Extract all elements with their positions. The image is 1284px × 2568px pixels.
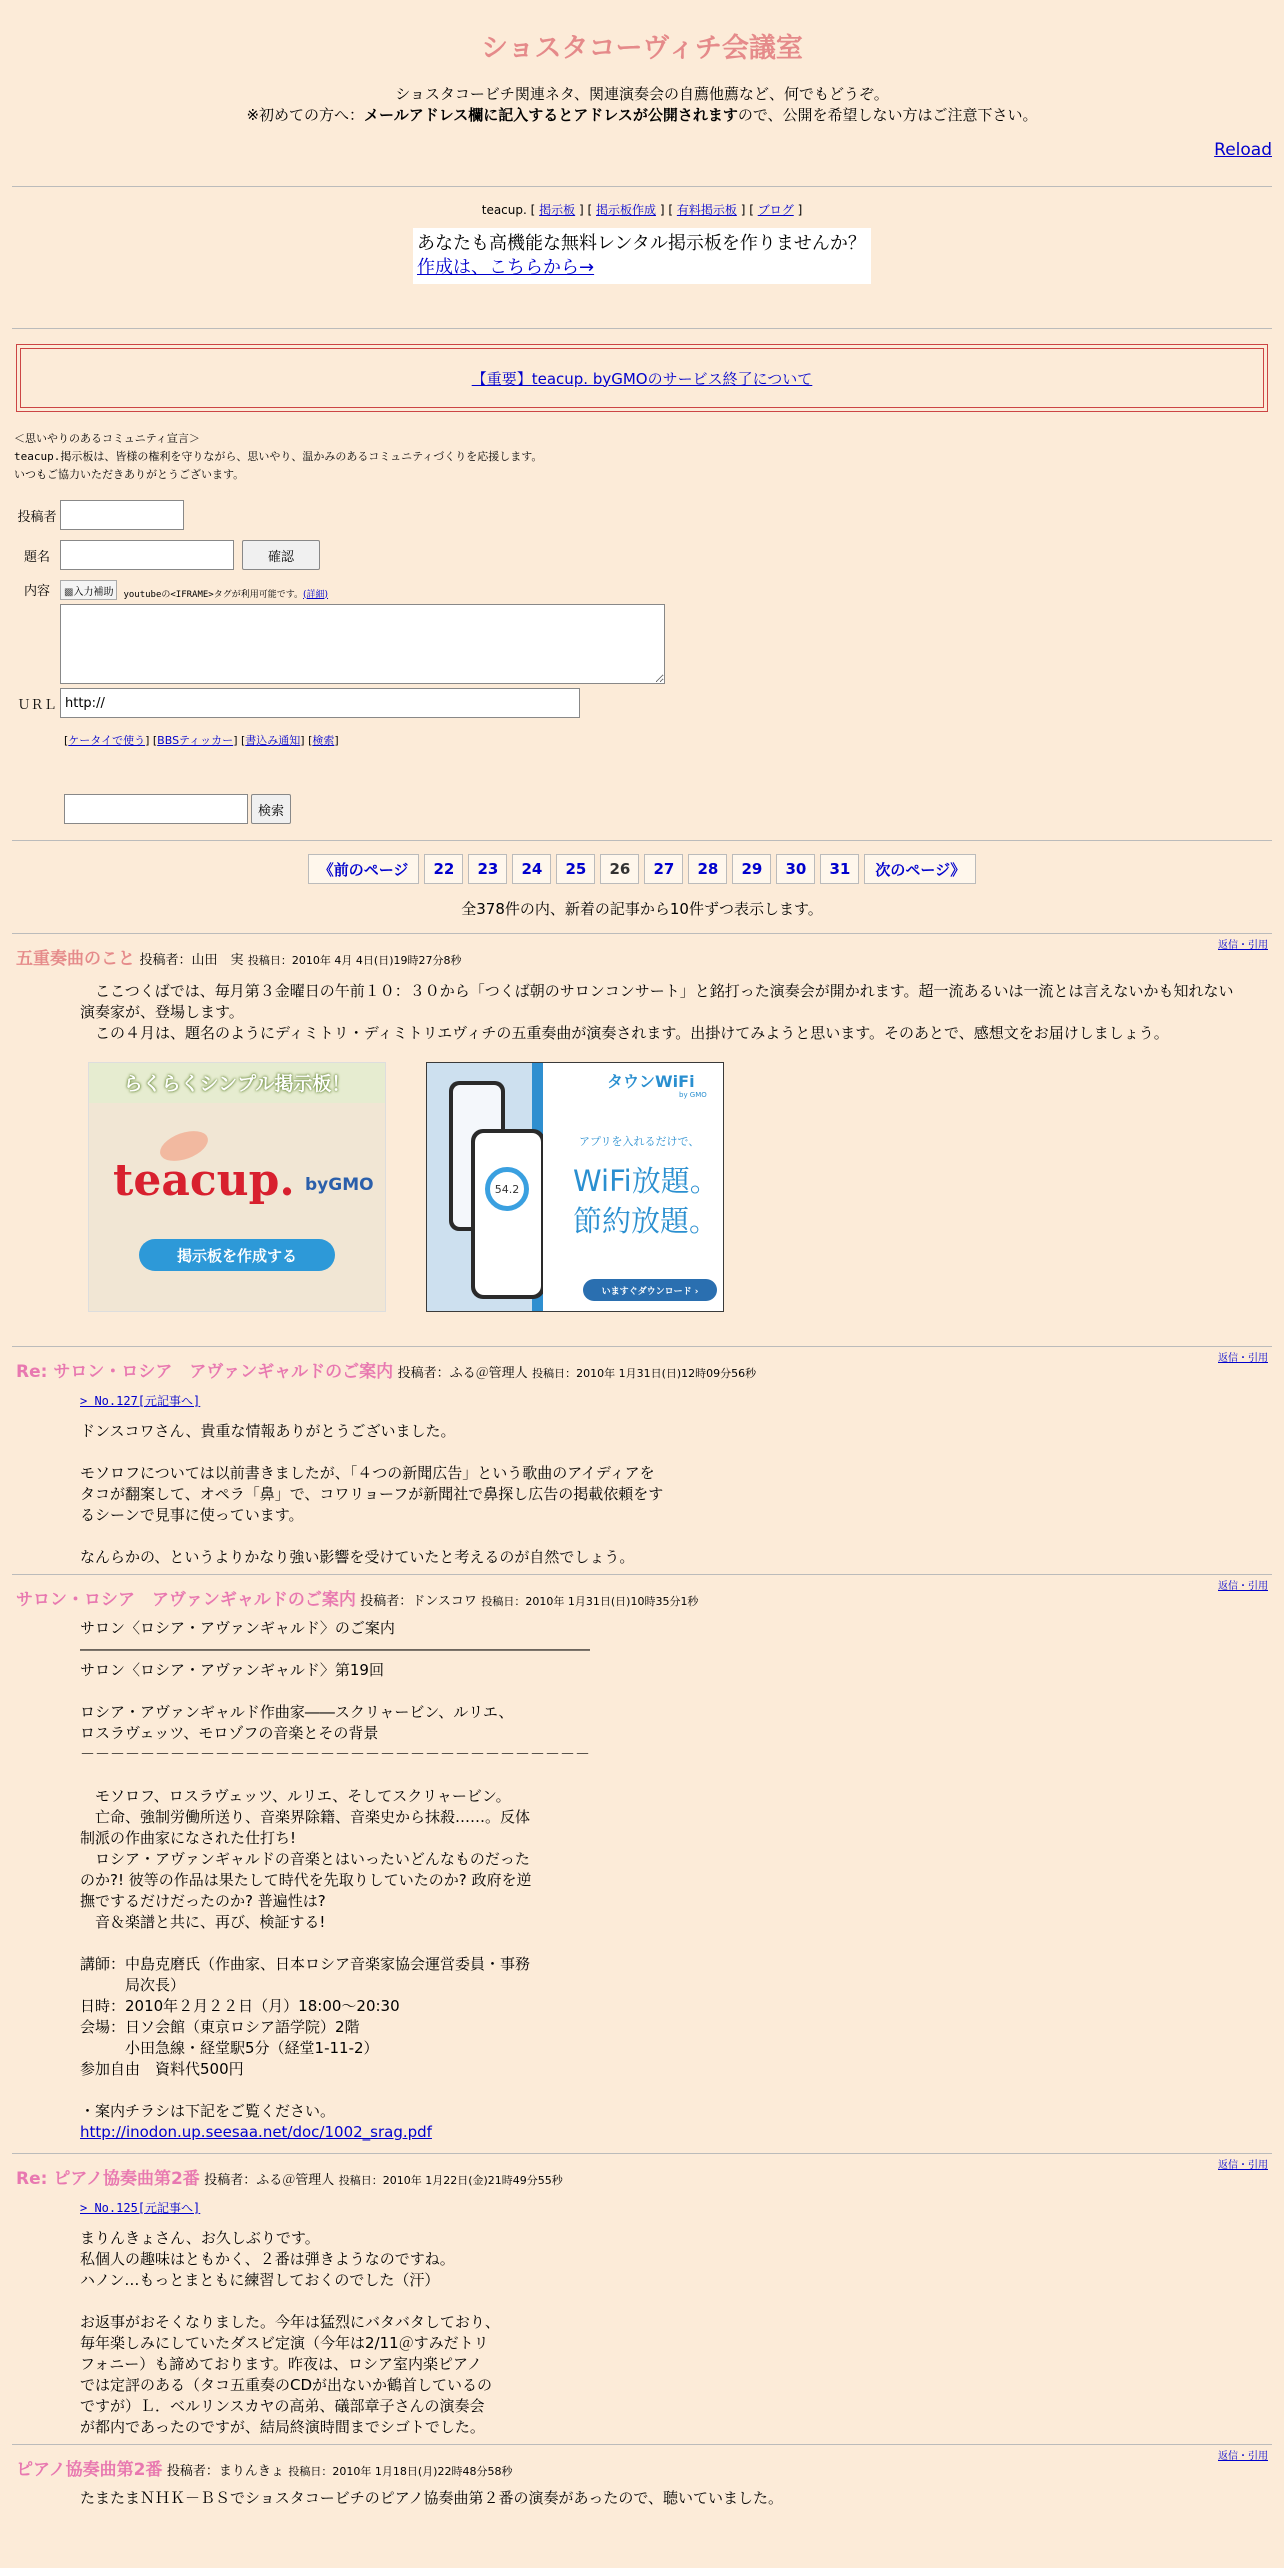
service-end-notice-link[interactable]: 【重要】teacup. byGMOのサービス終了について — [471, 369, 813, 388]
user-icon: ▩ — [64, 586, 74, 598]
url-input[interactable] — [60, 688, 580, 718]
post-item — [0, 934, 1284, 1312]
subject-label: 題名 — [23, 550, 50, 565]
nav-link-board[interactable]: 掲示板 — [539, 203, 576, 217]
teacup-nav: teacup. [ 掲示板 ] [ 掲示板作成 ] [ 有料掲示板 ] [ ブログ ] — [481, 203, 803, 217]
nav-link-paid-board[interactable]: 有料掲示板 — [676, 203, 737, 217]
original-post-link[interactable]: > No.125[元記事へ] — [80, 2201, 201, 2215]
content-label: 内容 — [23, 584, 50, 599]
flyer-pdf-link[interactable]: http://inodon.up.seesaa.net/doc/1002_srag.pdf — [80, 2123, 432, 2141]
form-links: [ケータイで使う] [BBSティッカー] [書込み通知] [検索] — [64, 734, 339, 747]
original-post-link[interactable]: > No.127[元記事へ] — [80, 1394, 201, 1408]
page-31[interactable]: 31 — [820, 854, 859, 884]
content-textarea[interactable] — [60, 604, 665, 684]
page-24[interactable]: 24 — [512, 854, 551, 884]
teacup-ad-banner[interactable]: らくらくシンプル掲示板！ teacup. byGMO 掲示板を作成する — [88, 1062, 386, 1312]
post-date: 投稿日：2010年 1月31日(日)12時09分56秒 — [532, 1367, 757, 1380]
reply-quote-link[interactable]: 返信・引用 — [1218, 1581, 1268, 1592]
teacup-logo: teacup. — [113, 1155, 295, 1206]
post-title: 五重奏曲のこと — [16, 949, 135, 969]
download-ad-button: いますぐダウンロード › — [583, 1279, 717, 1301]
post-date: 投稿日：2010年 1月31日(日)10時35分1秒 — [481, 1595, 699, 1608]
post-body: ここつくばでは、毎月第３金曜日の午前１０：３０から「つくば朝のサロンコンサート」と銘打った演奏会が開かれます。超一流あるいは一流とは言えないかも知れない演奏家が、登場します。 この４月は、題名のようにディミトリ・ディミトリエヴィチの五重奏曲が演奏されます。出掛けてみようと思います。そのあとで、感想文をお届けしましょう。 — [80, 982, 1234, 1042]
town-wifi-logo: タウンWiFi — [607, 1072, 695, 1091]
post-author: 投稿者：山田 実 — [139, 953, 244, 968]
post-notify-link[interactable]: 書込み通知 — [245, 734, 301, 747]
post-author: 投稿者：ふる＠管理人 — [397, 1366, 528, 1381]
post-date: 投稿日：2010年 1月22日(金)21時49分55秒 — [338, 2174, 563, 2187]
iframe-note: youtubeの<IFRAME>タグが利用可能です。 — [123, 589, 304, 600]
post-author: 投稿者：ドンスコワ — [360, 1594, 477, 1609]
post-author: 投稿者：まりんきょ — [166, 2464, 284, 2479]
post-form — [14, 500, 1270, 824]
subject-input[interactable] — [60, 540, 234, 570]
mobile-link[interactable]: ケータイで使う — [68, 734, 146, 747]
pagination — [0, 854, 1284, 884]
author-label: 投稿者 — [17, 510, 57, 525]
iframe-detail-link[interactable]: (詳細) — [303, 589, 329, 600]
intro-line-2: ※初めての方へ：メールアドレス欄に記入するとアドレスが公開されますので、公開を希望しない方はご注意下さい。 — [246, 106, 1038, 124]
next-page-button[interactable]: 次のページ》 — [864, 854, 976, 884]
notice-box — [16, 344, 1268, 412]
post-count-summary: 全378件の内、新着の記事から10件ずつ表示します。 — [461, 900, 823, 918]
nav-link-create-board[interactable]: 掲示板作成 — [596, 203, 657, 217]
post-title: Re: サロン・ロシア アヴァンギャルドのご案内 — [16, 1362, 394, 1382]
page-30[interactable]: 30 — [776, 854, 815, 884]
reload-link[interactable]: Reload — [1214, 140, 1272, 160]
reply-quote-link[interactable]: 返信・引用 — [1218, 2160, 1268, 2171]
prev-page-button[interactable]: 《前のページ — [308, 854, 420, 884]
search-link[interactable]: 検索 — [312, 734, 335, 747]
promo-create-link[interactable]: 作成は、こちらから→ — [417, 257, 595, 278]
search-button[interactable]: 検索 — [251, 794, 291, 824]
promo-text: あなたも高機能な無料レンタル掲示板を作りませんか？ — [417, 233, 866, 254]
post-title: サロン・ロシア アヴァンギャルドのご案内 — [16, 1590, 356, 1610]
post-item — [0, 1575, 1284, 2143]
post-item — [0, 2154, 1284, 2438]
create-board-ad-button: 掲示板を作成する — [139, 1239, 335, 1271]
post-date: 投稿日：2010年 4月 4日(日)19時27分8秒 — [247, 954, 462, 967]
nav-link-blog[interactable]: ブログ — [757, 203, 794, 217]
post-title: ピアノ協奏曲第2番 — [16, 2460, 163, 2480]
page-26-current: 26 — [600, 854, 639, 884]
page-22[interactable]: 22 — [424, 854, 463, 884]
post-body: たまたまＮＨＫ－ＢＳでショスタコービチのピアノ協奏曲第２番の演奏があったので、聴いていました。 — [80, 2489, 784, 2507]
town-wifi-ad-banner[interactable]: 54.2 タウンWiFi by GMO アプリを入れるだけで、 WiFi放題。 節約放題。 いますぐダウンロード › — [426, 1062, 724, 1312]
phone-icon: 54.2 — [471, 1129, 545, 1299]
input-assist-button[interactable]: ▩入力補助 — [60, 580, 117, 600]
community-declaration: ＜思いやりのあるコミュニティ宣言＞ teacup.掲示板は、皆様の権利を守りながら、思いやり、温かみのあるコミュニティづくりを応援します。 いつもご協力いただきありがとうございます。 — [14, 432, 543, 481]
page-29[interactable]: 29 — [732, 854, 771, 884]
post-author: 投稿者：ふる＠管理人 — [204, 2173, 335, 2188]
page-27[interactable]: 27 — [644, 854, 683, 884]
board-title: ショスタコーヴィチ会議室 — [481, 33, 803, 64]
reply-quote-link[interactable]: 返信・引用 — [1218, 2451, 1268, 2462]
url-label: ＵＲＬ — [17, 698, 57, 713]
divider — [12, 840, 1272, 841]
email-warning: メールアドレス欄に記入するとアドレスが公開されます — [364, 106, 738, 124]
reply-quote-link[interactable]: 返信・引用 — [1218, 1353, 1268, 1364]
post-title: Re: ピアノ協奏曲第2番 — [16, 2169, 200, 2189]
page-28[interactable]: 28 — [688, 854, 727, 884]
page-25[interactable]: 25 — [556, 854, 595, 884]
board-intro — [0, 84, 1284, 126]
intro-line-1: ショスタコービチ関連ネタ、関連演奏会の自薦他薦など、何でもどうぞ。 — [395, 85, 889, 103]
post-body: まりんきょさん、お久しぶりです。 私個人の趣味はともかく、２番は弾きようなのですね。 ハノン…もっとまともに練習しておくのでした（汗） お返事がおそくなりました。今年は猛烈にバタバタしており、 毎年楽しみにしていたダスビ定演（今年は2/11＠すみだトリ フォニー）も諦めております。昨夜は、ロシア室内楽ピアノ では定評のある（タコ五重奏のCDが出ないか鶴首しているの ですが）Ｌ．ベルリンスカヤの高弟、礒部章子さんの演奏会 が都内であったのですが、結局終演時間までシゴトでした。 — [80, 2229, 500, 2436]
post-item — [0, 1347, 1284, 1568]
post-item — [0, 2445, 1284, 2509]
reply-quote-link[interactable]: 返信・引用 — [1218, 940, 1268, 951]
author-input[interactable] — [60, 500, 184, 530]
divider — [12, 186, 1272, 187]
promo-box — [413, 228, 871, 284]
post-body: ドンスコワさん、貴重な情報ありがとうございました。 モソロフについては以前書きましたが、「４つの新聞広告」という歌曲のアイディアを タコが翻案して、オペラ「鼻」で、コワリョーフが新聞社で鼻探し広告の掲載依頼をす るシーンで見事に使っています。 なんらかの、というよりかなり強い影響を受けていたと考えるのが自然でしょう。 — [80, 1422, 664, 1566]
post-date: 投稿日：2010年 1月18日(月)22時48分58秒 — [288, 2465, 513, 2478]
page-23[interactable]: 23 — [468, 854, 507, 884]
post-body: サロン〈ロシア・アヴァンギャルド〉のご案内 ―――――――――――――――――――――――――――――――――― サロン〈ロシア・アヴァンギャルド〉第19回 ロシア・アヴァンギャルド作曲家――スクリャービン、ルリエ、 ロスラヴェッツ、モロゾフの音楽とその背景 －－－－－－－－－－－－－－－－－－－－－－－－－－－－－－－－－－ モソロフ、ロスラヴェッツ、ルリエ、そしてスクリャービン。 亡命、強制労働所送り、音楽界除籍、音楽史から抹殺……。反体 制派の作曲家になされた仕打ち! ロシア・アヴァンギャルドの音楽とはいったいどんなものだった のか?! 彼等の作品は果たして時代を先取りしていたのか? 政府を逆 撫でするだけだったのか? 普遍性は? 音＆楽譜と共に、再び、検証する! 講師：中島克磨氏（作曲家、日本ロシア音楽家協会運営委員・事務 局次長） 日時：2010年２月２２日（月）18:00～20:30 会場：日ソ会館（東京ロシア語学院）2階 小田急線・経堂駅5分（経堂1-11-2） 参加自由 資料代500円 ・案内チラシは下記をご覧ください。 http://inodon.up.seesaa.net/doc/1002_srag.pdf — [80, 1619, 591, 2141]
bbs-ticker-link[interactable]: BBSティッカー — [157, 734, 234, 747]
confirm-button[interactable]: 確認 — [242, 540, 320, 570]
search-input[interactable] — [64, 794, 248, 824]
